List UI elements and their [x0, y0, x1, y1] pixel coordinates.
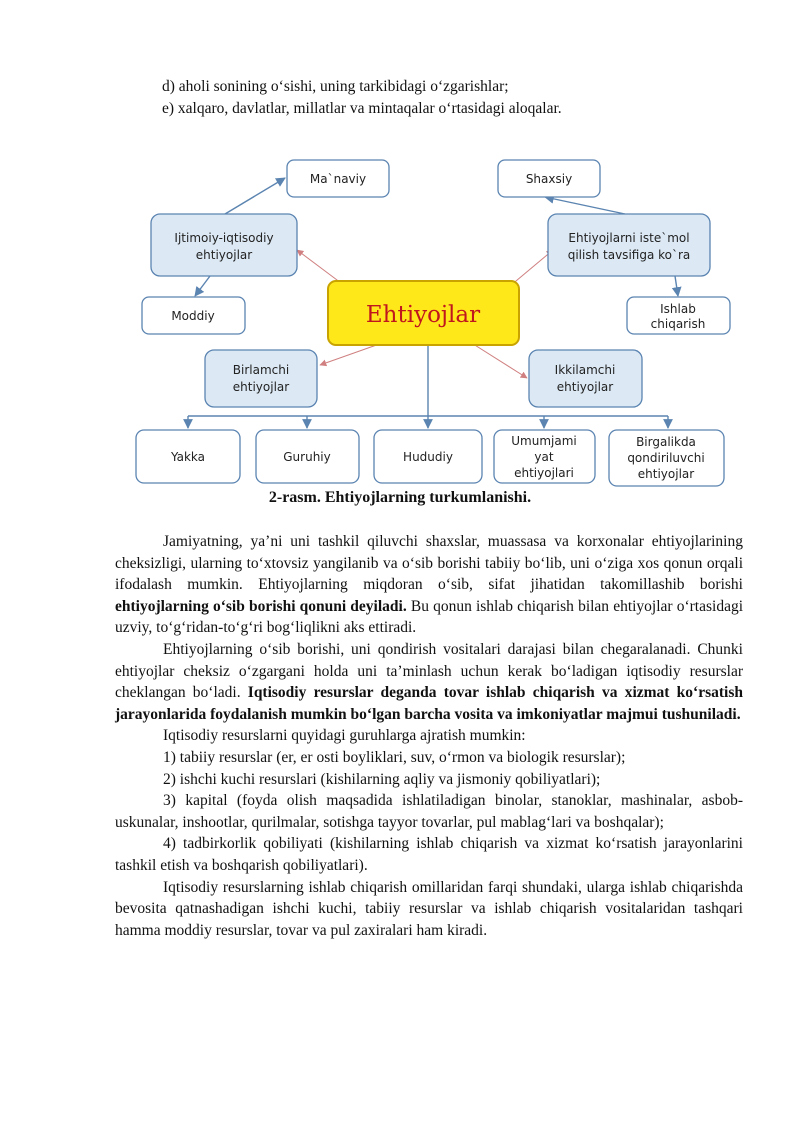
- paragraph-5: 2) ishchi kuchi resurslari (kishilarning aqliy va jismoniy qobiliyatlari);: [163, 770, 601, 788]
- svg-text:ehtiyojlar: ehtiyojlar: [556, 380, 614, 394]
- svg-text:ehtiyojlar: ehtiyojlar: [637, 467, 695, 481]
- box-hududiy: [374, 430, 482, 483]
- svg-text:Birgalikda: Birgalikda: [636, 435, 696, 449]
- box-ishlab-chiqarish: [627, 297, 730, 334]
- svg-text:Ikkilamchi: Ikkilamchi: [554, 363, 616, 377]
- svg-text:ehtiyojlari: ehtiyojlari: [514, 466, 574, 480]
- svg-text:Ijtimoiy-iqtisodiy: Ijtimoiy-iqtisodiy: [174, 231, 274, 245]
- paragraph-3: Iqtisodiy resurslarni quyidagi guruhlarga ajratish mumkin:: [163, 727, 526, 745]
- svg-text:Ehtiyojlar: Ehtiyojlar: [365, 302, 481, 328]
- svg-text:Yakka: Yakka: [170, 450, 206, 464]
- svg-text:Ma`naviy: Ma`naviy: [309, 172, 367, 186]
- box-manaviy: [287, 160, 389, 197]
- svg-text:qondiriluvchi: qondiriluvchi: [627, 451, 705, 465]
- svg-text:qilish tavsifiga ko`ra: qilish tavsifiga ko`ra: [567, 248, 691, 262]
- paragraph-7: 4) tadbirkorlik qobiliyati (kishilarning ishlab chiqarish va xizmat ko‘rsatish jarayonlarini tashkil etish va boshqarish qobiliyatlari).: [115, 835, 743, 874]
- box-guruhiy: [256, 430, 359, 483]
- paragraph-4: 1) tabiiy resurslar (er, er osti boyliklari, suv, o‘rmon va biologik resurslar);: [163, 748, 626, 766]
- box-ijtimoiy-iqtisodiy: [151, 214, 297, 276]
- box-ikkilamchi: [529, 350, 642, 407]
- svg-text:Hududiy: Hududiy: [403, 450, 453, 464]
- paragraph-2: Ehtiyojlarning o‘sib borishi, uni qondirish vositalari darajasi bilan chegaralanadi. Chunki ehtiyojlar cheksiz o‘zgargani holda uni ta’minlash uchun kerak bo‘ladigan iqtisodiy resurslar cheklangan bo‘ladi. Iqtisodiy resurslar deganda tovar ishlab chiqarish va xizmat ko‘rsatish jarayonlarida foydalanish mumkin bo‘lgan barcha vosita va imkoniyatlar majmui tushuniladi.: [115, 640, 743, 723]
- svg-text:Ishlab: Ishlab: [660, 302, 696, 316]
- box-moddiy: [142, 297, 245, 334]
- box-center-ehtiyojlar: [328, 281, 519, 345]
- box-istemol-tavsifi: [548, 214, 710, 276]
- paragraph-1: Jamiyatning, ya’ni uni tashkil qiluvchi shaxslar, muassasa va korxonalar ehtiyojlarining cheksizligi, ularning to‘xtovsiz yangilanib va o‘sib borishi tabiiy bo‘lib, uni o‘ziga xos qonun orqali ifodalash mumkin. Ehtiyojlarning miqdoran o‘sib, sifat jihatidan takomillashib borishi ehtiyojlarning o‘sib borishi qonuni deyiladi. Bu qonun ishlab chiqarish bilan ehtiyojlar o‘rtasidagi uzviy, to‘g‘ridan-to‘g‘ri bog‘liqlikni aks ettiradi.: [115, 533, 744, 637]
- list-top: [162, 76, 762, 120]
- svg-text:Moddiy: Moddiy: [171, 309, 215, 323]
- paragraph-6: 3) kapital (foyda olish maqsadida ishlatiladigan binolar, stanoklar, mashinalar, asbob-uskunalar, inshootlar, qurilmalar, sotishga tayyor tovarlar, pul mablag‘lari va boshqalar);: [115, 792, 743, 831]
- svg-text:Shaxsiy: Shaxsiy: [525, 172, 573, 186]
- paragraph-8: Iqtisodiy resurslarning ishlab chiqarish omillaridan farqi shundaki, ularga ishlab chiqarishda bevosita qatnashadigan ishchi kuchi, tabiiy resurslar va ishlab chiqarish vositalaridan tashqari hamma moddiy resurslar, tovar va pul zaxiralari ham kiradi.: [115, 878, 743, 939]
- box-birlamchi: [205, 350, 317, 407]
- svg-text:ehtiyojlar: ehtiyojlar: [232, 380, 290, 394]
- figure-caption: 2-rasm. Ehtiyojlarning turkumlanishi.: [268, 489, 532, 506]
- svg-text:Guruhiy: Guruhiy: [283, 450, 331, 464]
- list-item-e: e) xalqaro, davlatlar, millatlar va mintaqalar o‘rtasidagi aloqalar.: [162, 100, 562, 117]
- needs-classification-diagram: [0, 150, 800, 490]
- box-shaxsiy: [498, 160, 600, 197]
- svg-text:Umumjami: Umumjami: [511, 434, 577, 448]
- body-text: [115, 531, 743, 941]
- svg-text:ehtiyojlar: ehtiyojlar: [195, 248, 253, 262]
- box-umumjamiyat: [494, 430, 595, 483]
- svg-text:Birlamchi: Birlamchi: [232, 363, 290, 377]
- list-item-d: d) aholi sonining o‘sishi, uning tarkibidagi o‘zgarishlar;: [162, 78, 509, 95]
- svg-text:yat: yat: [534, 450, 554, 464]
- box-yakka: [136, 430, 240, 483]
- svg-text:Ehtiyojlarni iste`mol: Ehtiyojlarni iste`mol: [568, 231, 690, 245]
- svg-text:chiqarish: chiqarish: [650, 317, 706, 331]
- box-birgalikda: [609, 430, 724, 486]
